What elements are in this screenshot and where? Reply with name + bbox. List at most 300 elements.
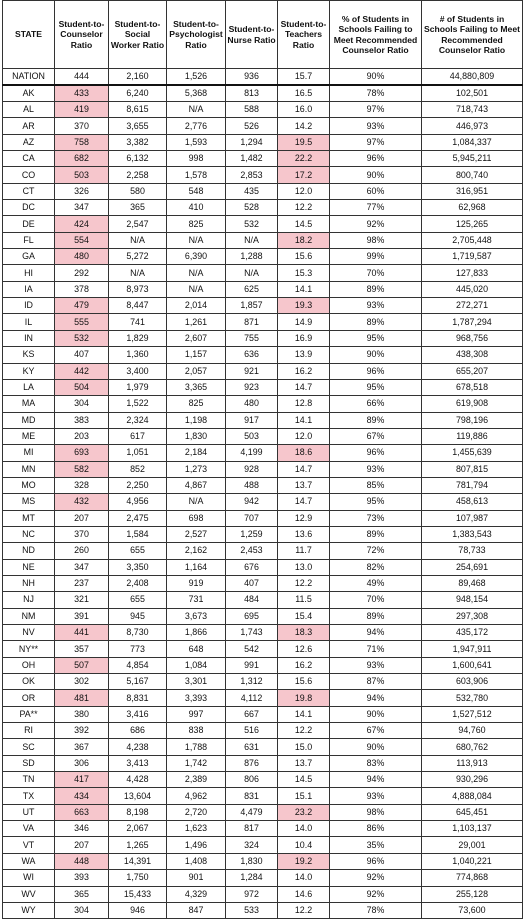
teachers-ratio-cell: 12.6 [278, 641, 330, 657]
num-failing-cell: 1,103,137 [422, 821, 523, 837]
psychologist-ratio-cell: N/A [167, 494, 226, 510]
table-row [3, 625, 523, 641]
psychologist-ratio-cell: 1,742 [167, 755, 226, 771]
pct-failing-cell: 89% [330, 281, 422, 297]
teachers-ratio-cell: 12.9 [278, 510, 330, 526]
pct-failing-cell: 93% [330, 118, 422, 134]
nurse-ratio-cell: 871 [226, 314, 278, 330]
table-row [3, 902, 523, 918]
social-worker-ratio-cell: 4,854 [109, 657, 167, 673]
num-failing-cell: 5,945,211 [422, 151, 523, 167]
state-cell: CT [3, 183, 55, 199]
psychologist-ratio-cell: 919 [167, 575, 226, 591]
nurse-ratio-cell: 480 [226, 396, 278, 412]
table-body [3, 69, 523, 919]
counselor-ratio-cell: 758 [55, 134, 109, 150]
social-worker-ratio-cell: 5,167 [109, 674, 167, 690]
teachers-ratio-cell: 13.0 [278, 559, 330, 575]
table-row [3, 739, 523, 755]
table-row [3, 755, 523, 771]
teachers-ratio-cell: 12.2 [278, 902, 330, 918]
counselor-ratio-cell: 302 [55, 674, 109, 690]
counselor-ratio-cell: 682 [55, 151, 109, 167]
social-worker-ratio-cell: 6,132 [109, 151, 167, 167]
teachers-ratio-cell: 14.5 [278, 772, 330, 788]
social-worker-ratio-cell: N/A [109, 265, 167, 281]
num-failing-cell: 619,908 [422, 396, 523, 412]
social-worker-ratio-cell: 14,391 [109, 853, 167, 869]
table-row [3, 200, 523, 216]
psychologist-ratio-cell: 3,673 [167, 608, 226, 624]
counselor-ratio-cell: 392 [55, 723, 109, 739]
teachers-ratio-cell: 15.6 [278, 249, 330, 265]
social-worker-ratio-cell: 1,051 [109, 445, 167, 461]
psychologist-ratio-cell: 825 [167, 396, 226, 412]
state-cell: CA [3, 151, 55, 167]
state-cell: SC [3, 739, 55, 755]
nurse-ratio-cell: 921 [226, 363, 278, 379]
num-failing-cell: 680,762 [422, 739, 523, 755]
nurse-ratio-cell: 542 [226, 641, 278, 657]
pct-failing-cell: 35% [330, 837, 422, 853]
counselor-ratio-cell: 304 [55, 396, 109, 412]
counselor-ratio-cell: 346 [55, 821, 109, 837]
counselor-ratio-cell: 432 [55, 494, 109, 510]
counselor-ratio-cell: 321 [55, 592, 109, 608]
social-worker-ratio-cell: 1,979 [109, 379, 167, 395]
counselor-ratio-cell: 479 [55, 298, 109, 314]
state-cell: SD [3, 755, 55, 771]
pct-failing-cell: 93% [330, 298, 422, 314]
counselor-ratio-cell: 504 [55, 379, 109, 395]
psychologist-ratio-cell: 3,393 [167, 690, 226, 706]
teachers-ratio-cell: 14.7 [278, 461, 330, 477]
psychologist-ratio-cell: 3,301 [167, 674, 226, 690]
num-failing-cell: 272,271 [422, 298, 523, 314]
nurse-ratio-cell: 695 [226, 608, 278, 624]
state-cell: NATION [3, 69, 55, 86]
table-row [3, 804, 523, 820]
psychologist-ratio-cell: 1,261 [167, 314, 226, 330]
counselor-ratio-cell: 444 [55, 69, 109, 86]
num-failing-cell: 113,913 [422, 755, 523, 771]
num-failing-cell: 1,455,639 [422, 445, 523, 461]
table-row [3, 510, 523, 526]
psychologist-ratio-cell: 901 [167, 870, 226, 886]
nurse-ratio-cell: 625 [226, 281, 278, 297]
state-cell: DE [3, 216, 55, 232]
num-failing-cell: 73,600 [422, 902, 523, 918]
num-failing-cell: 532,780 [422, 690, 523, 706]
nurse-ratio-cell: 936 [226, 69, 278, 86]
nurse-ratio-cell: 526 [226, 118, 278, 134]
counselor-ratio-cell: 442 [55, 363, 109, 379]
table-row [3, 526, 523, 542]
pct-failing-cell: 92% [330, 886, 422, 902]
counselor-ratio-cell: 424 [55, 216, 109, 232]
pct-failing-cell: 95% [330, 379, 422, 395]
pct-failing-cell: 89% [330, 314, 422, 330]
num-failing-cell: 2,705,448 [422, 232, 523, 248]
counselor-ratio-cell: 555 [55, 314, 109, 330]
nurse-ratio-cell: 755 [226, 330, 278, 346]
social-worker-ratio-cell: 1,522 [109, 396, 167, 412]
social-worker-ratio-cell: 2,408 [109, 575, 167, 591]
psychologist-ratio-cell: 4,867 [167, 477, 226, 493]
psychologist-ratio-cell: N/A [167, 281, 226, 297]
num-failing-cell: 94,760 [422, 723, 523, 739]
nurse-ratio-cell: 923 [226, 379, 278, 395]
psychologist-ratio-cell: 838 [167, 723, 226, 739]
pct-failing-cell: 97% [330, 134, 422, 150]
social-worker-ratio-cell: 1,750 [109, 870, 167, 886]
nurse-ratio-cell: 488 [226, 477, 278, 493]
psychologist-ratio-cell: 2,720 [167, 804, 226, 820]
counselor-ratio-cell: 393 [55, 870, 109, 886]
psychologist-ratio-cell: 698 [167, 510, 226, 526]
teachers-ratio-cell: 15.3 [278, 265, 330, 281]
social-worker-ratio-cell: 945 [109, 608, 167, 624]
teachers-ratio-cell: 14.9 [278, 314, 330, 330]
psychologist-ratio-cell: 3,365 [167, 379, 226, 395]
teachers-ratio-cell: 14.1 [278, 412, 330, 428]
counselor-ratio-cell: 417 [55, 772, 109, 788]
num-failing-cell: 1,084,337 [422, 134, 523, 150]
teachers-ratio-cell: 16.5 [278, 85, 330, 102]
teachers-ratio-cell: 16.9 [278, 330, 330, 346]
pct-failing-cell: 87% [330, 674, 422, 690]
social-worker-ratio-cell: 741 [109, 314, 167, 330]
social-worker-ratio-cell: N/A [109, 232, 167, 248]
counselor-ratio-cell: 207 [55, 510, 109, 526]
nurse-ratio-cell: 1,482 [226, 151, 278, 167]
table-row [3, 102, 523, 118]
pct-failing-cell: 96% [330, 151, 422, 167]
psychologist-ratio-cell: 1,198 [167, 412, 226, 428]
teachers-ratio-cell: 12.2 [278, 575, 330, 591]
nurse-ratio-cell: 2,853 [226, 167, 278, 183]
teachers-ratio-cell: 22.2 [278, 151, 330, 167]
table-row [3, 788, 523, 804]
state-cell: UT [3, 804, 55, 820]
social-worker-ratio-cell: 4,238 [109, 739, 167, 755]
pct-failing-cell: 93% [330, 461, 422, 477]
psychologist-ratio-cell: 4,329 [167, 886, 226, 902]
num-failing-cell: 798,196 [422, 412, 523, 428]
social-worker-ratio-cell: 852 [109, 461, 167, 477]
social-worker-ratio-cell: 655 [109, 592, 167, 608]
nurse-ratio-cell: 917 [226, 412, 278, 428]
teachers-ratio-cell: 12.2 [278, 723, 330, 739]
table-row [3, 853, 523, 869]
num-failing-cell: 127,833 [422, 265, 523, 281]
num-failing-cell: 781,794 [422, 477, 523, 493]
state-cell: WA [3, 853, 55, 869]
psychologist-ratio-cell: 1,496 [167, 837, 226, 853]
psychologist-ratio-cell: N/A [167, 102, 226, 118]
teachers-ratio-cell: 14.2 [278, 118, 330, 134]
counselor-ratio-cell: 367 [55, 739, 109, 755]
teachers-ratio-cell: 19.8 [278, 690, 330, 706]
counselor-ratio-cell: 507 [55, 657, 109, 673]
social-worker-ratio-cell: 13,604 [109, 788, 167, 804]
num-failing-cell: 774,868 [422, 870, 523, 886]
pct-failing-cell: 90% [330, 347, 422, 363]
counselor-ratio-cell: 370 [55, 526, 109, 542]
nurse-ratio-cell: 1,312 [226, 674, 278, 690]
header-social-worker-ratio: Student-to-Social Worker Ratio [109, 1, 167, 69]
state-cell: NM [3, 608, 55, 624]
table-row [3, 118, 523, 134]
pct-failing-cell: 60% [330, 183, 422, 199]
num-failing-cell: 119,886 [422, 428, 523, 444]
nurse-ratio-cell: 831 [226, 788, 278, 804]
nurse-ratio-cell: 636 [226, 347, 278, 363]
counselor-ratio-cell: 448 [55, 853, 109, 869]
psychologist-ratio-cell: 1,578 [167, 167, 226, 183]
nurse-ratio-cell: 324 [226, 837, 278, 853]
num-failing-cell: 125,265 [422, 216, 523, 232]
counselor-ratio-cell: 260 [55, 543, 109, 559]
num-failing-cell: 438,308 [422, 347, 523, 363]
psychologist-ratio-cell: 6,390 [167, 249, 226, 265]
state-cell: WY [3, 902, 55, 918]
psychologist-ratio-cell: 2,184 [167, 445, 226, 461]
nurse-ratio-cell: 1,294 [226, 134, 278, 150]
state-cell: MO [3, 477, 55, 493]
table-row [3, 281, 523, 297]
num-failing-cell: 44,880,809 [422, 69, 523, 86]
state-cell: WV [3, 886, 55, 902]
state-cell: VT [3, 837, 55, 853]
teachers-ratio-cell: 12.0 [278, 428, 330, 444]
nation-row [3, 69, 523, 86]
psychologist-ratio-cell: 2,527 [167, 526, 226, 542]
social-worker-ratio-cell: 3,350 [109, 559, 167, 575]
num-failing-cell: 254,691 [422, 559, 523, 575]
social-worker-ratio-cell: 1,829 [109, 330, 167, 346]
social-worker-ratio-cell: 2,067 [109, 821, 167, 837]
teachers-ratio-cell: 18.3 [278, 625, 330, 641]
nurse-ratio-cell: 972 [226, 886, 278, 902]
pct-failing-cell: 96% [330, 853, 422, 869]
teachers-ratio-cell: 12.8 [278, 396, 330, 412]
table-row [3, 690, 523, 706]
num-failing-cell: 102,501 [422, 85, 523, 102]
psychologist-ratio-cell: 1,164 [167, 559, 226, 575]
pct-failing-cell: 98% [330, 232, 422, 248]
social-worker-ratio-cell: 3,655 [109, 118, 167, 134]
pct-failing-cell: 90% [330, 69, 422, 86]
num-failing-cell: 968,756 [422, 330, 523, 346]
social-worker-ratio-cell: 365 [109, 200, 167, 216]
counselor-ratio-cell: 433 [55, 85, 109, 102]
teachers-ratio-cell: 23.2 [278, 804, 330, 820]
table-row [3, 657, 523, 673]
state-cell: TN [3, 772, 55, 788]
num-failing-cell: 458,613 [422, 494, 523, 510]
pct-failing-cell: 90% [330, 706, 422, 722]
nurse-ratio-cell: 1,743 [226, 625, 278, 641]
counselor-ratio-cell: 383 [55, 412, 109, 428]
state-cell: OH [3, 657, 55, 673]
nurse-ratio-cell: 631 [226, 739, 278, 755]
num-failing-cell: 718,743 [422, 102, 523, 118]
nurse-ratio-cell: 1,857 [226, 298, 278, 314]
pct-failing-cell: 94% [330, 625, 422, 641]
counselor-ratio-cell: 347 [55, 559, 109, 575]
num-failing-cell: 89,468 [422, 575, 523, 591]
table-row [3, 134, 523, 150]
counselor-ratio-cell: 441 [55, 625, 109, 641]
state-cell: NY** [3, 641, 55, 657]
table-row [3, 494, 523, 510]
pct-failing-cell: 92% [330, 870, 422, 886]
social-worker-ratio-cell: 8,447 [109, 298, 167, 314]
psychologist-ratio-cell: 548 [167, 183, 226, 199]
pct-failing-cell: 96% [330, 363, 422, 379]
counselor-ratio-cell: 207 [55, 837, 109, 853]
counselor-ratio-cell: 304 [55, 902, 109, 918]
pct-failing-cell: 49% [330, 575, 422, 591]
counselor-ratio-cell: 532 [55, 330, 109, 346]
pct-failing-cell: 93% [330, 788, 422, 804]
pct-failing-cell: 95% [330, 330, 422, 346]
counselor-ratio-cell: 292 [55, 265, 109, 281]
teachers-ratio-cell: 13.9 [278, 347, 330, 363]
social-worker-ratio-cell: 2,547 [109, 216, 167, 232]
state-cell: IA [3, 281, 55, 297]
social-worker-ratio-cell: 580 [109, 183, 167, 199]
table-row [3, 870, 523, 886]
teachers-ratio-cell: 15.1 [278, 788, 330, 804]
state-cell: IL [3, 314, 55, 330]
social-worker-ratio-cell: 3,382 [109, 134, 167, 150]
table-row [3, 641, 523, 657]
teachers-ratio-cell: 14.7 [278, 379, 330, 395]
num-failing-cell: 1,787,294 [422, 314, 523, 330]
pct-failing-cell: 78% [330, 85, 422, 102]
social-worker-ratio-cell: 8,730 [109, 625, 167, 641]
counselor-ratio-cell: 328 [55, 477, 109, 493]
counselor-ratio-cell: 693 [55, 445, 109, 461]
table-row [3, 674, 523, 690]
pct-failing-cell: 67% [330, 723, 422, 739]
pct-failing-cell: 89% [330, 526, 422, 542]
nurse-ratio-cell: 667 [226, 706, 278, 722]
nurse-ratio-cell: 1,259 [226, 526, 278, 542]
state-cell: MA [3, 396, 55, 412]
num-failing-cell: 62,968 [422, 200, 523, 216]
pct-failing-cell: 71% [330, 641, 422, 657]
teachers-ratio-cell: 12.0 [278, 183, 330, 199]
pct-failing-cell: 90% [330, 739, 422, 755]
social-worker-ratio-cell: 15,433 [109, 886, 167, 902]
nurse-ratio-cell: 4,199 [226, 445, 278, 461]
pct-failing-cell: 72% [330, 543, 422, 559]
teachers-ratio-cell: 15.6 [278, 674, 330, 690]
nurse-ratio-cell: 484 [226, 592, 278, 608]
header-num-failing: # of Students in Schools Failing to Meet Recommended Counselor Ratio [422, 1, 523, 69]
social-worker-ratio-cell: 8,831 [109, 690, 167, 706]
num-failing-cell: 655,207 [422, 363, 523, 379]
num-failing-cell: 1,527,512 [422, 706, 523, 722]
nurse-ratio-cell: 1,284 [226, 870, 278, 886]
teachers-ratio-cell: 16.0 [278, 102, 330, 118]
num-failing-cell: 603,906 [422, 674, 523, 690]
state-cell: AL [3, 102, 55, 118]
teachers-ratio-cell: 16.2 [278, 657, 330, 673]
state-cell: DC [3, 200, 55, 216]
social-worker-ratio-cell: 2,475 [109, 510, 167, 526]
teachers-ratio-cell: 14.5 [278, 216, 330, 232]
social-worker-ratio-cell: 2,250 [109, 477, 167, 493]
table-row [3, 249, 523, 265]
pct-failing-cell: 85% [330, 477, 422, 493]
teachers-ratio-cell: 15.0 [278, 739, 330, 755]
psychologist-ratio-cell: 731 [167, 592, 226, 608]
psychologist-ratio-cell: 2,057 [167, 363, 226, 379]
num-failing-cell: 255,128 [422, 886, 523, 902]
teachers-ratio-cell: 14.7 [278, 494, 330, 510]
teachers-ratio-cell: 19.5 [278, 134, 330, 150]
psychologist-ratio-cell: 1,830 [167, 428, 226, 444]
psychologist-ratio-cell: 847 [167, 902, 226, 918]
social-worker-ratio-cell: 2,324 [109, 412, 167, 428]
teachers-ratio-cell: 11.5 [278, 592, 330, 608]
psychologist-ratio-cell: N/A [167, 232, 226, 248]
social-worker-ratio-cell: 8,615 [109, 102, 167, 118]
table-row [3, 886, 523, 902]
social-worker-ratio-cell: 686 [109, 723, 167, 739]
social-worker-ratio-cell: 2,258 [109, 167, 167, 183]
teachers-ratio-cell: 13.7 [278, 755, 330, 771]
table-row [3, 477, 523, 493]
nurse-ratio-cell: 588 [226, 102, 278, 118]
nurse-ratio-cell: 928 [226, 461, 278, 477]
state-cell: PA** [3, 706, 55, 722]
nurse-ratio-cell: 813 [226, 85, 278, 102]
psychologist-ratio-cell: 2,162 [167, 543, 226, 559]
counselor-ratio-cell: 480 [55, 249, 109, 265]
social-worker-ratio-cell: 5,272 [109, 249, 167, 265]
table-row [3, 772, 523, 788]
table-row [3, 167, 523, 183]
teachers-ratio-cell: 10.4 [278, 837, 330, 853]
state-cell: NJ [3, 592, 55, 608]
num-failing-cell: 446,973 [422, 118, 523, 134]
psychologist-ratio-cell: 997 [167, 706, 226, 722]
social-worker-ratio-cell: 3,400 [109, 363, 167, 379]
pct-failing-cell: 97% [330, 102, 422, 118]
state-cell: MN [3, 461, 55, 477]
state-cell: OR [3, 690, 55, 706]
counselor-ratio-cell: 326 [55, 183, 109, 199]
nurse-ratio-cell: 407 [226, 575, 278, 591]
teachers-ratio-cell: 14.0 [278, 870, 330, 886]
counselor-ratio-cell: 419 [55, 102, 109, 118]
teachers-ratio-cell: 13.7 [278, 477, 330, 493]
num-failing-cell: 1,040,221 [422, 853, 523, 869]
state-cell: NH [3, 575, 55, 591]
table-row [3, 183, 523, 199]
social-worker-ratio-cell: 3,416 [109, 706, 167, 722]
num-failing-cell: 1,947,911 [422, 641, 523, 657]
teachers-ratio-cell: 16.2 [278, 363, 330, 379]
social-worker-ratio-cell: 617 [109, 428, 167, 444]
psychologist-ratio-cell: 1,788 [167, 739, 226, 755]
psychologist-ratio-cell: 2,607 [167, 330, 226, 346]
